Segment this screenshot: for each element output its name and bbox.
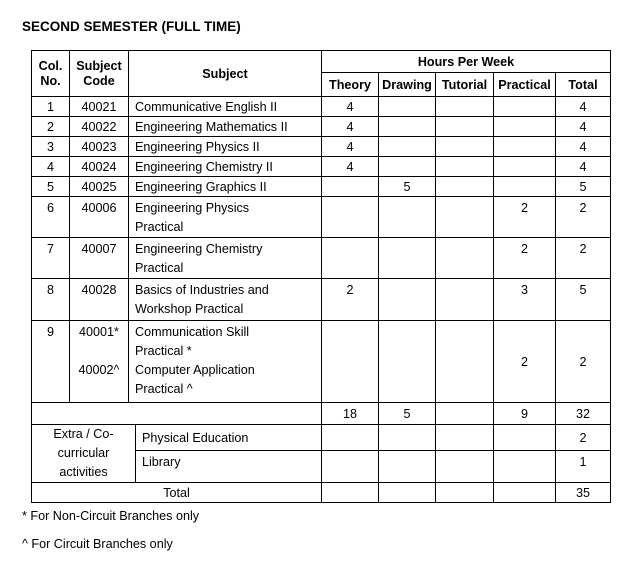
- row-practical: [494, 137, 556, 157]
- row-tutorial: [436, 197, 494, 238]
- col-no-header: Col. No.: [32, 51, 70, 97]
- grand-total-row: [32, 483, 611, 503]
- table-row: [32, 157, 611, 177]
- row-drawing: [379, 197, 436, 238]
- row-theory: [322, 177, 379, 197]
- extra-theory: [322, 451, 379, 483]
- extra-practical: [494, 425, 556, 451]
- page-title: SECOND SEMESTER (FULL TIME): [22, 19, 241, 34]
- row-practical: 2: [494, 197, 556, 238]
- table-row: [32, 197, 611, 238]
- row-drawing: [379, 279, 436, 321]
- row-subject: Engineering Mathematics II: [129, 117, 322, 137]
- row-tutorial: [436, 137, 494, 157]
- row-subject: Engineering Chemistry II: [129, 157, 322, 177]
- row-total: 4: [556, 157, 611, 177]
- row-subject: Engineering Physics Practical: [129, 197, 322, 238]
- row-code: 40022: [70, 117, 129, 137]
- tutorial-header: Tutorial: [436, 73, 494, 97]
- row-subject: Engineering Graphics II: [129, 177, 322, 197]
- subject-code-header: Subject Code: [70, 51, 129, 97]
- row-tutorial: [436, 117, 494, 137]
- row-practical: 2: [494, 321, 556, 403]
- row-no: 3: [32, 137, 70, 157]
- row-code: 40007: [70, 238, 129, 279]
- row-code: 40024: [70, 157, 129, 177]
- row-theory: [322, 321, 379, 403]
- row-practical: [494, 97, 556, 117]
- footnote-non-circuit: * For Non-Circuit Branches only: [22, 509, 200, 523]
- table-row: [32, 238, 611, 279]
- row-total: 2: [556, 197, 611, 238]
- row-tutorial: [436, 177, 494, 197]
- subtotal-total: 32: [556, 403, 611, 425]
- extra-practical: [494, 451, 556, 483]
- extra-activity-name: Library: [136, 451, 322, 483]
- row-total: 4: [556, 137, 611, 157]
- row-total: 2: [556, 238, 611, 279]
- row-total: 2: [556, 321, 611, 403]
- row-subject: Engineering Physics II: [129, 137, 322, 157]
- row-no: 2: [32, 117, 70, 137]
- row-theory: 4: [322, 117, 379, 137]
- grand-total-practical: [494, 483, 556, 503]
- row-no: 5: [32, 177, 70, 197]
- row-drawing: [379, 97, 436, 117]
- subtotal-practical: 9: [494, 403, 556, 425]
- theory-header: Theory: [322, 73, 379, 97]
- grand-total-label: Total: [32, 483, 322, 503]
- row-tutorial: [436, 238, 494, 279]
- subtotal-label-cell: [32, 403, 322, 425]
- practical-header: Practical: [494, 73, 556, 97]
- extra-activity-total: 2: [556, 425, 611, 451]
- row-code: 40001* 40002^: [70, 321, 129, 403]
- row-tutorial: [436, 97, 494, 117]
- row-practical: [494, 157, 556, 177]
- row-drawing: [379, 321, 436, 403]
- row-no: 6: [32, 197, 70, 238]
- row-theory: 4: [322, 97, 379, 117]
- extra-tutorial: [436, 425, 494, 451]
- row-theory: [322, 197, 379, 238]
- table-row: [32, 279, 611, 321]
- row-no: 4: [32, 157, 70, 177]
- extra-drawing: [379, 451, 436, 483]
- row-theory: [322, 238, 379, 279]
- extra-activity-row: [32, 425, 611, 451]
- row-code: 40028: [70, 279, 129, 321]
- row-no: 9: [32, 321, 70, 403]
- table-row: [32, 177, 611, 197]
- table-row: [32, 97, 611, 117]
- row-tutorial: [436, 279, 494, 321]
- row-practical: [494, 117, 556, 137]
- row-drawing: [379, 137, 436, 157]
- row-total: 4: [556, 97, 611, 117]
- row-theory: 4: [322, 137, 379, 157]
- semester-schedule-table: [31, 50, 611, 503]
- grand-total-theory: [322, 483, 379, 503]
- row-drawing: 5: [379, 177, 436, 197]
- row-subject: Engineering Chemistry Practical: [129, 238, 322, 279]
- extra-activities-label: Extra / Co- curricular activities: [32, 425, 136, 483]
- row-total: 5: [556, 177, 611, 197]
- subject-header: Subject: [129, 51, 322, 97]
- row-code: 40025: [70, 177, 129, 197]
- row-total: 5: [556, 279, 611, 321]
- row-theory: 2: [322, 279, 379, 321]
- total-header: Total: [556, 73, 611, 97]
- footnote-circuit: ^ For Circuit Branches only: [22, 537, 173, 551]
- extra-tutorial: [436, 451, 494, 483]
- table-row: [32, 117, 611, 137]
- row-no: 8: [32, 279, 70, 321]
- row-code: 40023: [70, 137, 129, 157]
- subtotal-theory: 18: [322, 403, 379, 425]
- row-tutorial: [436, 321, 494, 403]
- row-subject: Communication Skill Practical * Computer Application Practical ^: [129, 321, 322, 403]
- row-code: 40021: [70, 97, 129, 117]
- row-drawing: [379, 238, 436, 279]
- extra-drawing: [379, 425, 436, 451]
- row-practical: 3: [494, 279, 556, 321]
- grand-total-value: 35: [556, 483, 611, 503]
- row-code: 40006: [70, 197, 129, 238]
- row-total: 4: [556, 117, 611, 137]
- extra-theory: [322, 425, 379, 451]
- row-no: 7: [32, 238, 70, 279]
- row-theory: 4: [322, 157, 379, 177]
- row-drawing: [379, 157, 436, 177]
- subtotal-row: [32, 403, 611, 425]
- grand-total-drawing: [379, 483, 436, 503]
- hours-per-week-header: Hours Per Week: [322, 51, 611, 73]
- row-tutorial: [436, 157, 494, 177]
- subtotal-tutorial: [436, 403, 494, 425]
- row-drawing: [379, 117, 436, 137]
- subtotal-drawing: 5: [379, 403, 436, 425]
- row-no: 1: [32, 97, 70, 117]
- extra-activity-name: Physical Education: [136, 425, 322, 451]
- row-practical: 2: [494, 238, 556, 279]
- table-row: [32, 321, 611, 403]
- extra-activity-total: 1: [556, 451, 611, 483]
- row-practical: [494, 177, 556, 197]
- drawing-header: Drawing: [379, 73, 436, 97]
- grand-total-tutorial: [436, 483, 494, 503]
- row-subject: Basics of Industries and Workshop Practical: [129, 279, 322, 321]
- table-row: [32, 137, 611, 157]
- row-subject: Communicative English II: [129, 97, 322, 117]
